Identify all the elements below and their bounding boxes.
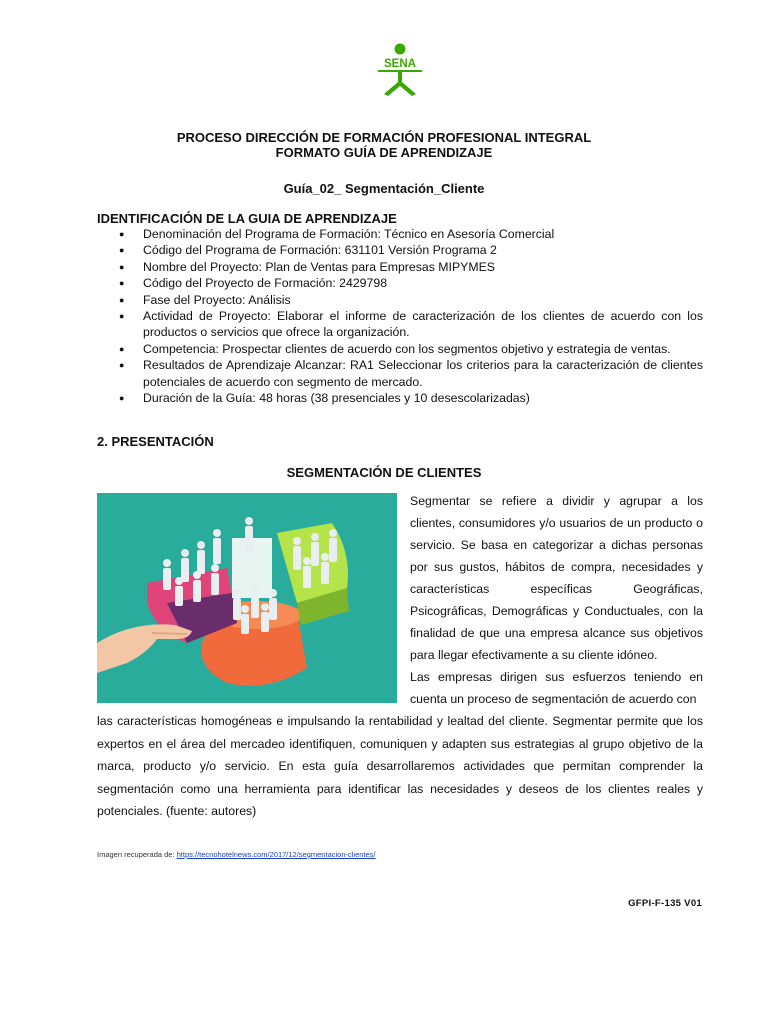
presentation-paragraph-1: Segmentar se refiere a dividir y agrupar a los clientes, consumidores y/o usuarios de un producto o servicio. Se basa en categorizar a dichas personas por sus gustos, hábitos de compra, necesidades y características específicas Geográficas, Psicográficas, Demográficas y Conductuales, con la finalidad de que una empresa alcance sus objetivos para llegar efectivamente a su cliente idóneo. bbox=[410, 494, 703, 662]
list-item: ● Denominación del Programa de Formación: Técnico en Asesoría Comercial bbox=[97, 226, 703, 242]
presentation-text-wrapped bbox=[410, 490, 703, 710]
list-item: ● Duración de la Guía: 48 horas (38 presenciales y 10 desescolarizadas) bbox=[97, 390, 703, 406]
list-item: ● Código del Programa de Formación: 631101 Versión Programa 2 bbox=[97, 242, 703, 258]
document-code: GFPI-F-135 V01 bbox=[628, 898, 702, 909]
segmentation-subtitle: SEGMENTACIÓN DE CLIENTES bbox=[286, 465, 482, 480]
list-item: ● Resultados de Aprendizaje Alcanzar: RA1 Seleccionar los criterios para la caracterización de clientes potenciales de acuerdo con segmento de mercado. bbox=[97, 357, 703, 390]
presentation-paragraph-2-rest: las características homogéneas e impulsando la rentabilidad y lealtad del cliente. Segmentar permite que los expertos en el área del mercadeo identifiquen, comuniquen y adapten sus estrategias al grupo objetivo de la marca, producto y/o servicio. En esta guía desarrollaremos actividades que permitan comprender la segmentación como una herramienta para identificar las necesidades y deseos de los clientes reales y potenciales. (fuente: autores) bbox=[97, 714, 703, 818]
format-title: FORMATO GUÍA DE APRENDIZAJE bbox=[275, 145, 493, 160]
list-item: ● Competencia: Prospectar clientes de acuerdo con los segmentos objetivo y estrategia de ventas. bbox=[97, 341, 703, 357]
list-item: ● Nombre del Proyecto: Plan de Ventas para Empresas MIPYMES bbox=[97, 259, 703, 275]
presentation-text-full bbox=[97, 710, 703, 823]
presentation-heading: 2. PRESENTACIÓN bbox=[97, 434, 214, 449]
identification-heading: IDENTIFICACIÓN DE LA GUIA DE APRENDIZAJE bbox=[97, 211, 397, 226]
identification-list bbox=[97, 226, 703, 406]
list-item: ● Fase del Proyecto: Análisis bbox=[97, 292, 703, 308]
list-item: ● Actividad de Proyecto: Elaborar el informe de caracterización de los clientes de acuerdo con los productos o servicios que ofrece la organización. bbox=[97, 308, 703, 341]
source-link[interactable]: https://tecnohotelnews.com/2017/12/segmentacion-clientes/ bbox=[176, 850, 376, 859]
presentation-paragraph-2-start: Las empresas dirigen sus esfuerzos teniendo en cuenta un proceso de segmentación de acuerdo con bbox=[410, 670, 703, 706]
image-caption bbox=[97, 850, 376, 859]
list-item: ● Código del Proyecto de Formación: 2429798 bbox=[97, 275, 703, 291]
caption-prefix: Imagen recuperada de: bbox=[97, 850, 177, 859]
sena-logo bbox=[372, 42, 428, 98]
logo-text: SENA bbox=[384, 58, 416, 70]
segmentation-illustration bbox=[97, 493, 397, 703]
process-title: PROCESO DIRECCIÓN DE FORMACIÓN PROFESIONAL INTEGRAL bbox=[176, 130, 592, 145]
guide-title: Guía_02_ Segmentación_Cliente bbox=[283, 181, 485, 196]
